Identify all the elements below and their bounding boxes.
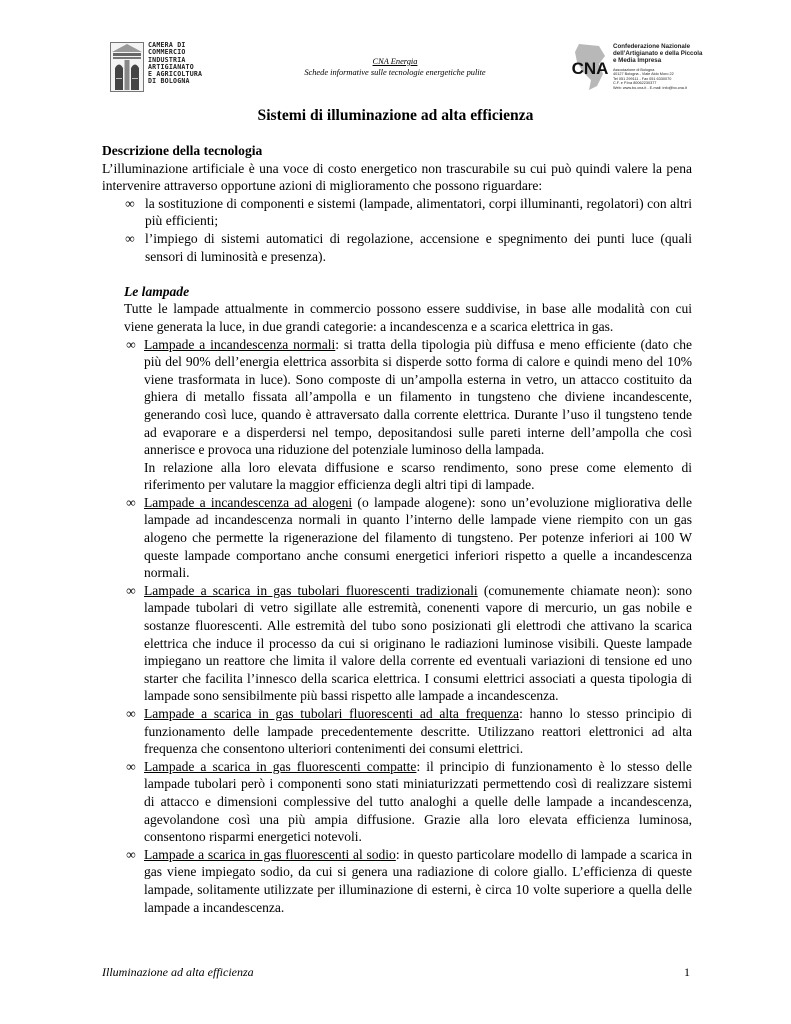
section-intro-paragraph: L’illuminazione artificiale è una voce di costo energetico non trascurabile su cui può quindi valere la pena intervenire attraverso opportune azioni di miglioramento che possono riguardare: (102, 160, 692, 194)
lamp-types-list (124, 336, 692, 917)
list-item: ∞ l’impiego di sistemi automatici di regolazione, accensione e spegnimento dei punti luce (quali sensori di luminosità e presenza). (102, 230, 692, 265)
cna-logo-letters: CNA (571, 59, 609, 78)
document-title: Sistemi di illuminazione ad alta efficienza (257, 107, 534, 124)
building-facade-icon (110, 42, 144, 92)
bullet-icon: ∞ (126, 494, 136, 510)
cna-logo (569, 42, 703, 94)
lamp-type-description: (comunemente chiamate neon): sono lampade tubolari di vetro sigillate alle estremità, conenenti vapore di mercurio, un gas nobile e sostanze fluorescenti. Alle estremità del tubo sono posizionati gli elettrodi che attivano la scarica elettrica che induce il processo da cui si originano le radiazioni luminose visibili. Queste lampade impiegano un reattore che limita il valore della corrente ed eventuali variazioni di tensione ed uno starter che facilita l’innesco della scarica elettrica. I consumi elettrici associati a questa tipologia di lampade sono sensibilmente più bassi rispetto alle lampade a incandescenza. (144, 582, 692, 704)
lamp-type-label: Lampade a scarica in gas fluorescenti compatte (144, 758, 417, 774)
header-subtitle: Schede informative sulle tecnologie energetiche pulite (304, 68, 486, 77)
bullet-icon: ∞ (126, 582, 136, 598)
lamp-type-label: Lampade a scarica in gas fluorescenti al sodio (144, 846, 396, 862)
section-heading-lamps: Le lampade (124, 283, 190, 299)
bullet-icon: ∞ (126, 846, 136, 862)
cna-confederation-text: Confederazione Nazionale dell’Artigianato e della Piccola e Media Impresa Associazione di Bologna 40127 Bologna - Viale Aldo Moro 22 Tel 051 299111 - Fax 051 6330070 C.F. e P.Iva 80062230377 Web: www.bo.cna.it - E-mail: info@bo.cna.it (613, 43, 703, 90)
lamp-type-description: : il principio di funzionamento è lo stesso delle lampade tubolari però i componenti sono stati miniaturizzati permettendo così di realizzare sistemi di attacco e dimensioni complessive del tutto analoghi a quelle delle lampade a incandescenza, agevolandone così una più ampia diffusione. Grazie alla loro elevata efficienza luminosa, consentono risparmi energetici notevoli. (144, 758, 692, 845)
bullet-icon: ∞ (126, 336, 136, 352)
lamp-type-item (124, 336, 692, 494)
document-body (102, 142, 692, 916)
lamp-type-description: : in questo particolare modello di lampade a scarica in gas viene impiegato sodio, da cui si genera una radiazione di colore giallo. L’efficienza di queste lampade, solitamente utilizzate per illuminazione di esterni, è circa 10 volte superiore a quella delle lampade a incandescenza. (144, 846, 692, 915)
chamber-of-commerce-logo (110, 42, 215, 94)
footer-document-name: Illuminazione ad alta efficienza (102, 965, 254, 979)
improvement-list (102, 195, 692, 265)
bullet-icon: ∞ (125, 230, 135, 246)
lamp-type-item (124, 582, 692, 705)
lamp-type-item (124, 705, 692, 758)
lamp-type-item (124, 758, 692, 846)
header-program-name: CNA Energia (372, 57, 418, 66)
lamp-type-label: Lampade a incandescenza ad alogeni (144, 494, 353, 510)
section-heading-description: Descrizione della tecnologia (102, 143, 263, 158)
lamp-type-label: Lampade a incandescenza normali (144, 336, 336, 352)
lamps-intro-paragraph: Tutte le lampade attualmente in commercio possono essere suddivise, in base alle modalità con cui viene generata la luce, in due grandi categorie: a incandescenza e a scarica elettrica in gas. (124, 301, 692, 334)
lamp-type-note: In relazione alla loro elevata diffusione e scarso rendimento, sono prese come elemento di riferimento per valutare la maggior efficienza degli altri tipi di lampade. (144, 459, 692, 493)
lamp-type-item (124, 494, 692, 582)
bullet-icon: ∞ (125, 195, 135, 211)
lamps-section (102, 283, 692, 916)
bullet-icon: ∞ (126, 706, 136, 721)
lamp-type-description: : hanno lo stesso principio di funzionamento delle lampade precedentemente descritte. Utilizzano reattori elettronici ad alta frequenza che consentono ulteriori contenimenti dei consumi elettrici. (144, 706, 692, 757)
header-caption (260, 56, 530, 78)
bullet-icon: ∞ (126, 758, 136, 774)
page-number: 1 (684, 965, 690, 979)
list-item: ∞ la sostituzione di componenti e sistemi (lampade, alimentatori, corpi illuminanti, regolatori) con altri più efficienti; (102, 195, 692, 230)
italy-map-icon (569, 42, 611, 92)
lamp-type-label: Lampade a scarica in gas tubolari fluorescenti tradizionali (144, 582, 478, 598)
lamp-type-description: : si tratta della tipologia più diffusa e meno efficiente (dato che più del 90% dell’energia elettrica assorbita si disperde sotto forma di calore e quindi meno del 10% viene trasformata in luce). Sono composte di un’ampolla esterna in vetro, un attacco costituito da ghiera di metallo fissata all’ampolla e un filamento in tungsteno che diviene incandescente, generando così luce, quando è attraversato dalla corrente elettrica. Durante l’uso il tungsteno tende ad evaporare e a disperdersi nel tempo, depositandosi sulle pareti interne dell’ampolla che così annerisce e provoca una riduzione del potenziale luminoso della lampada. (144, 336, 692, 458)
chamber-name: CAMERA DI COMMERCIO INDUSTRIA ARTIGIANATO E AGRICOLTURA DI BOLOGNA (148, 41, 203, 86)
lamp-type-label: Lampade a scarica in gas tubolari fluorescenti ad alta frequenza (144, 706, 520, 721)
lamp-type-description: (o lampade alogene): sono un’evoluzione migliorativa delle lampade ad incandescenza normali in quanto l’interno delle lampade viene riempito con un gas alogeno che permette la rigenerazione del filamento di tungsteno. Per potenze inferiori ai 100 W queste lampade comportano anche consumi energetici inferiori rispetto a quelle a incandescenza normali. (144, 494, 692, 581)
lamp-type-item (124, 846, 692, 916)
